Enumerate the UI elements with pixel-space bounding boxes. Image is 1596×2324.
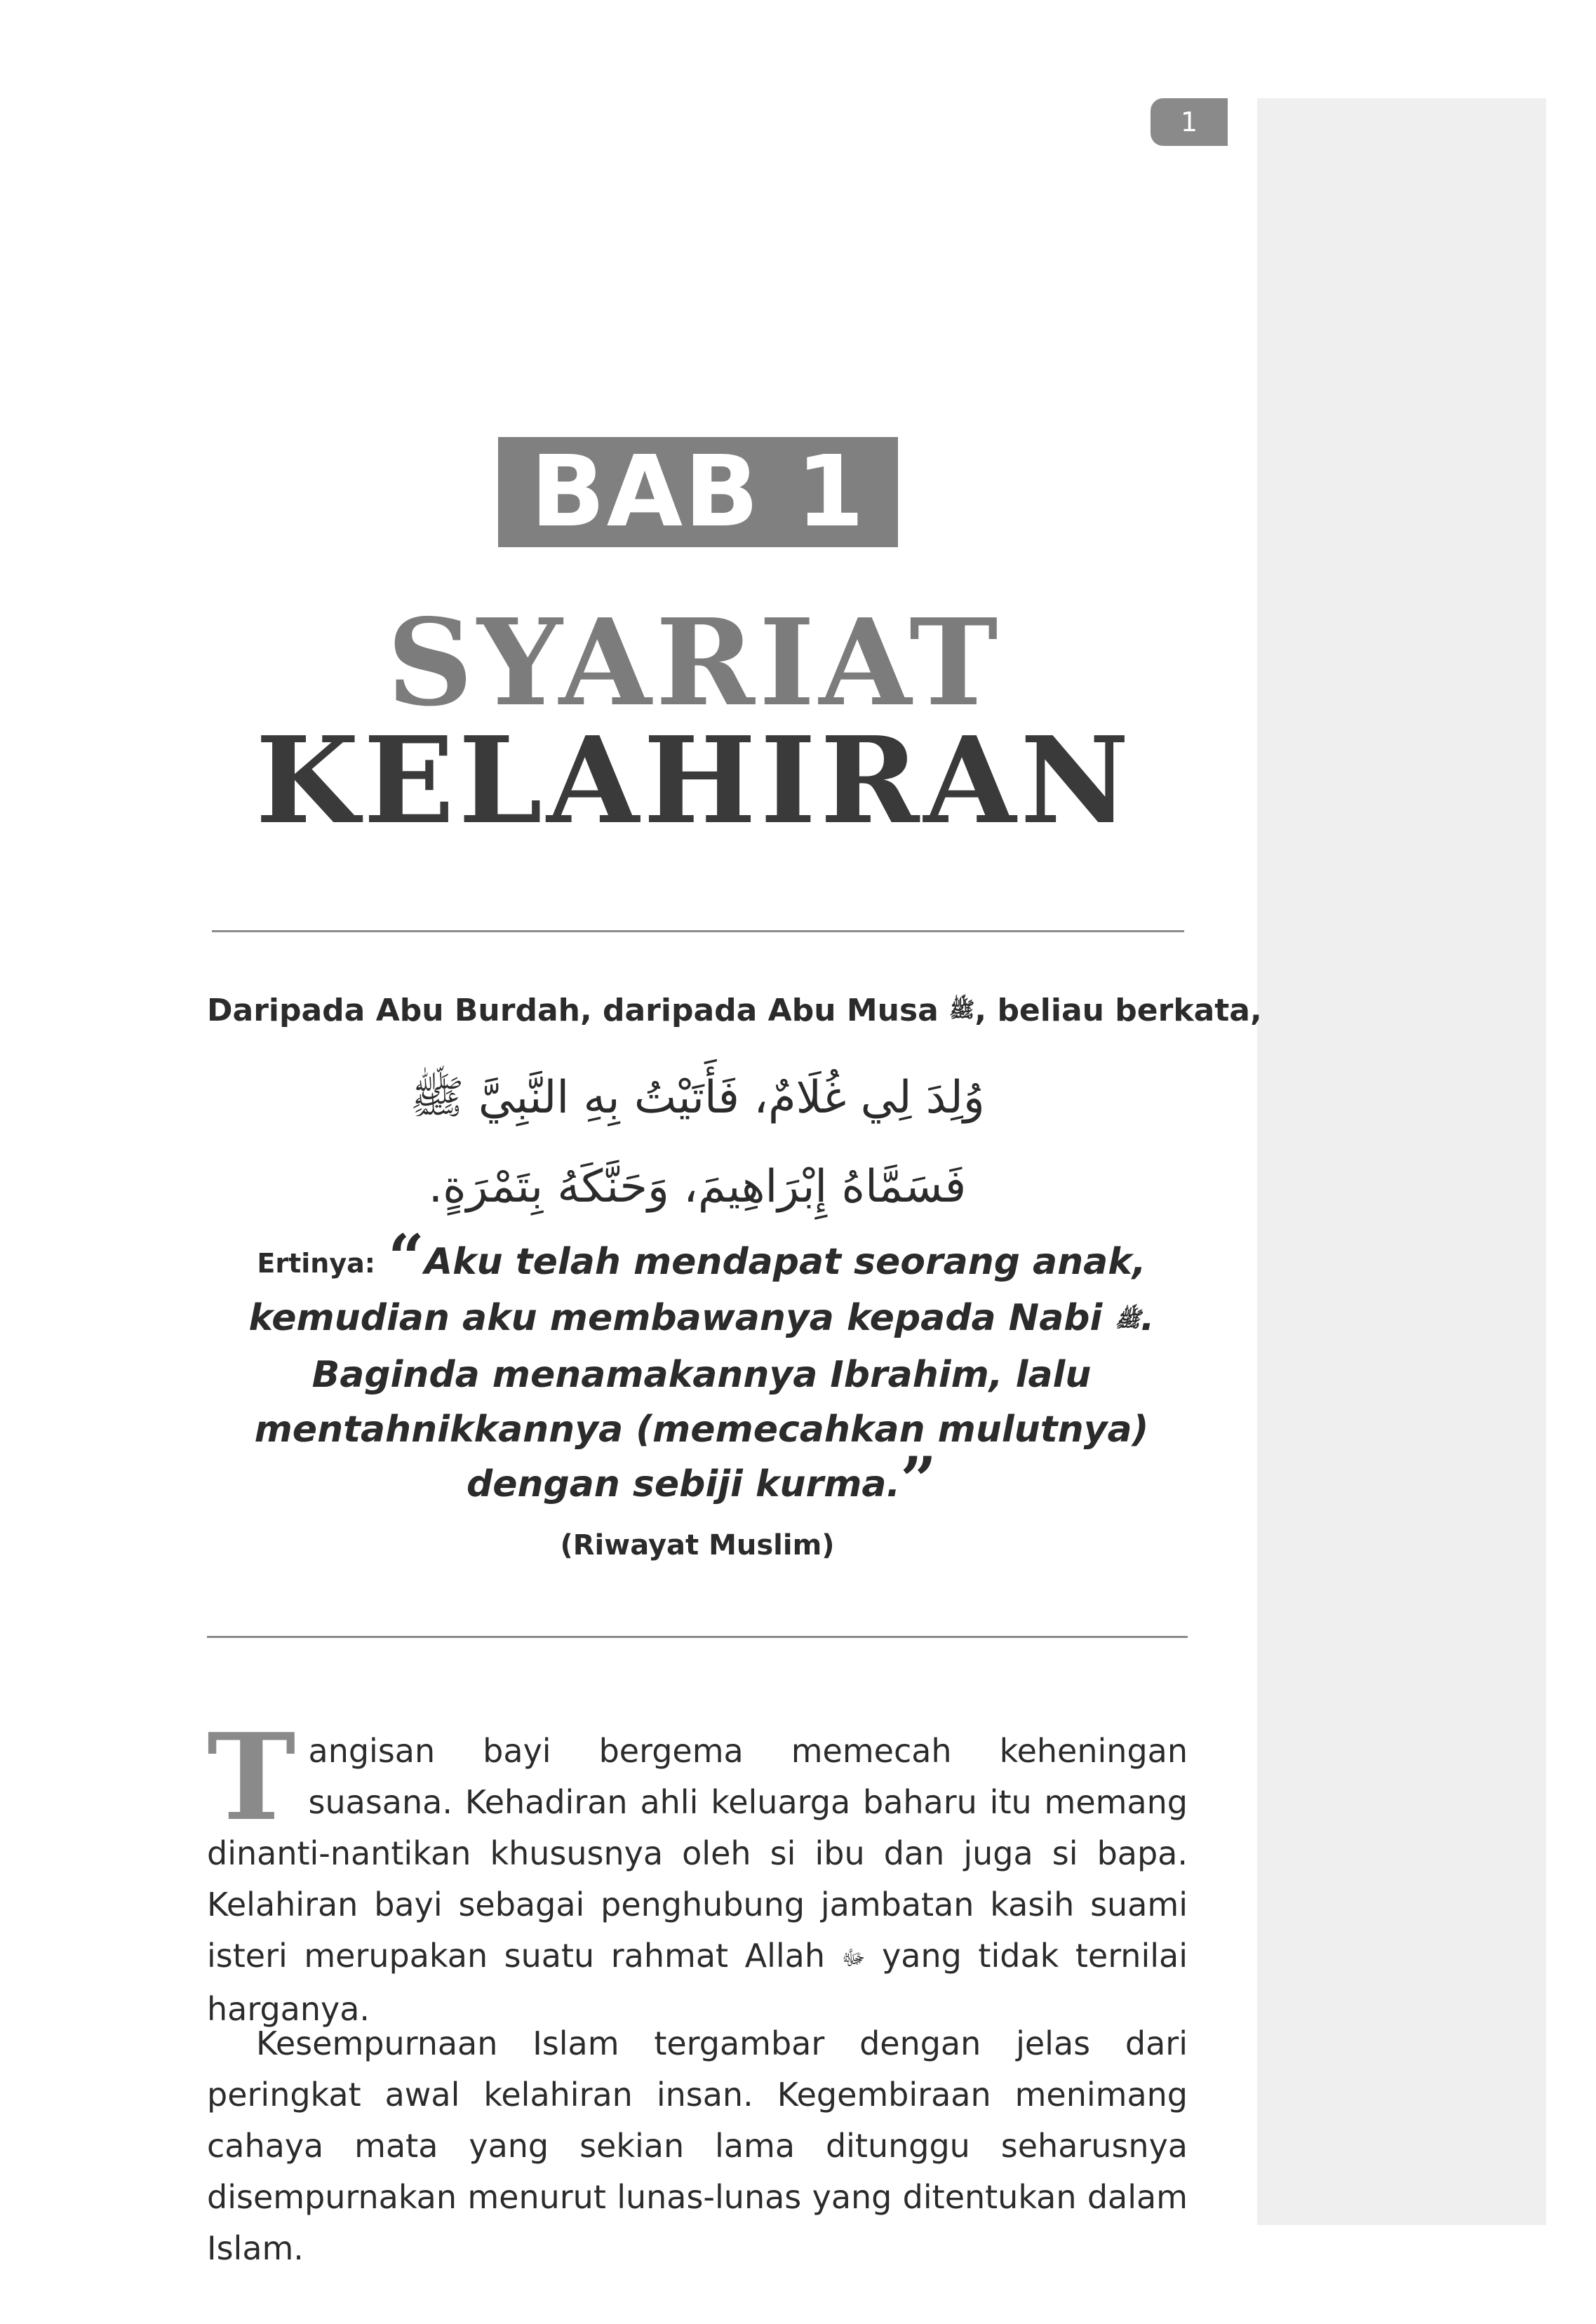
hadith-arabic-line-2: فَسَمَّاهُ إِبْرَاهِيمَ، وَحَنَّكَهُ بِتَمْرَةٍ. xyxy=(428,1161,967,1213)
hadith-translation xyxy=(239,1221,1165,1517)
body-paragraph-2: Kesempurnaan Islam tergambar dengan jelas dari peringkat awal kelahiran insan. Kegembiraan menimang cahaya mata yang sekian lama ditunggu seharusnya disempurnakan menurut lunas-lunas yang ditentukan dalam Islam. xyxy=(207,2024,1188,2267)
chapter-title-line-2: KELAHIRAN xyxy=(255,711,1134,851)
hadith-intro xyxy=(207,993,1262,1028)
body-paragraph-1 xyxy=(207,1707,1188,2035)
drop-cap: T xyxy=(207,1707,296,1848)
translation-text-1: Aku telah mendapat seorang anak, kemudian aku membawanya kepada Nabi xyxy=(248,1241,1146,1339)
honorific-icon: ﷻ xyxy=(841,1946,866,1970)
translation-label: Ertinya: xyxy=(257,1248,375,1279)
chapter-label: BAB 1 xyxy=(498,437,898,547)
hadith-source: (Riwayat Muslim) xyxy=(560,1529,835,1561)
page-side-panel xyxy=(1257,98,1546,2225)
divider-bottom xyxy=(207,1636,1188,1638)
divider-top xyxy=(212,930,1184,932)
chapter-title-line-1: SYARIAT xyxy=(387,593,1002,733)
close-quote-icon: ” xyxy=(900,1443,937,1517)
page-number: 1 xyxy=(1151,98,1228,146)
paragraph-1-text: angisan bayi bergema memecah keheningan suasana. Kehadiran ahli keluarga baharu itu memang dinanti-nantikan khususnya oleh si ibu dan juga si bapa. Kelahiran bayi sebagai penghubung jambatan kasih suami isteri merupakan suatu rahmat Allah xyxy=(207,1732,1188,1975)
honorific-icon: ﷺ xyxy=(949,998,975,1023)
translation-text-2: . Baginda menamakannya Ibrahim, lalu mentahnikkannya (memecahkan mulutnya) dengan sebiji kurma. xyxy=(254,1297,1155,1505)
hadith-intro-text-end: , beliau berkata, xyxy=(974,993,1262,1028)
hadith-arabic-line-1: وُلِدَ لِي غُلَامٌ، فَأَتَيْتُ بِهِ النَّبِيَّ ﷺ xyxy=(410,1072,985,1124)
honorific-icon: ﷺ xyxy=(1115,1308,1141,1332)
hadith-intro-text: Daripada Abu Burdah, daripada Abu Musa xyxy=(207,993,950,1028)
open-quote-icon: “ xyxy=(388,1221,424,1295)
paragraph-1-text-end: yang tidak ternilai harganya. xyxy=(207,1937,1188,2028)
